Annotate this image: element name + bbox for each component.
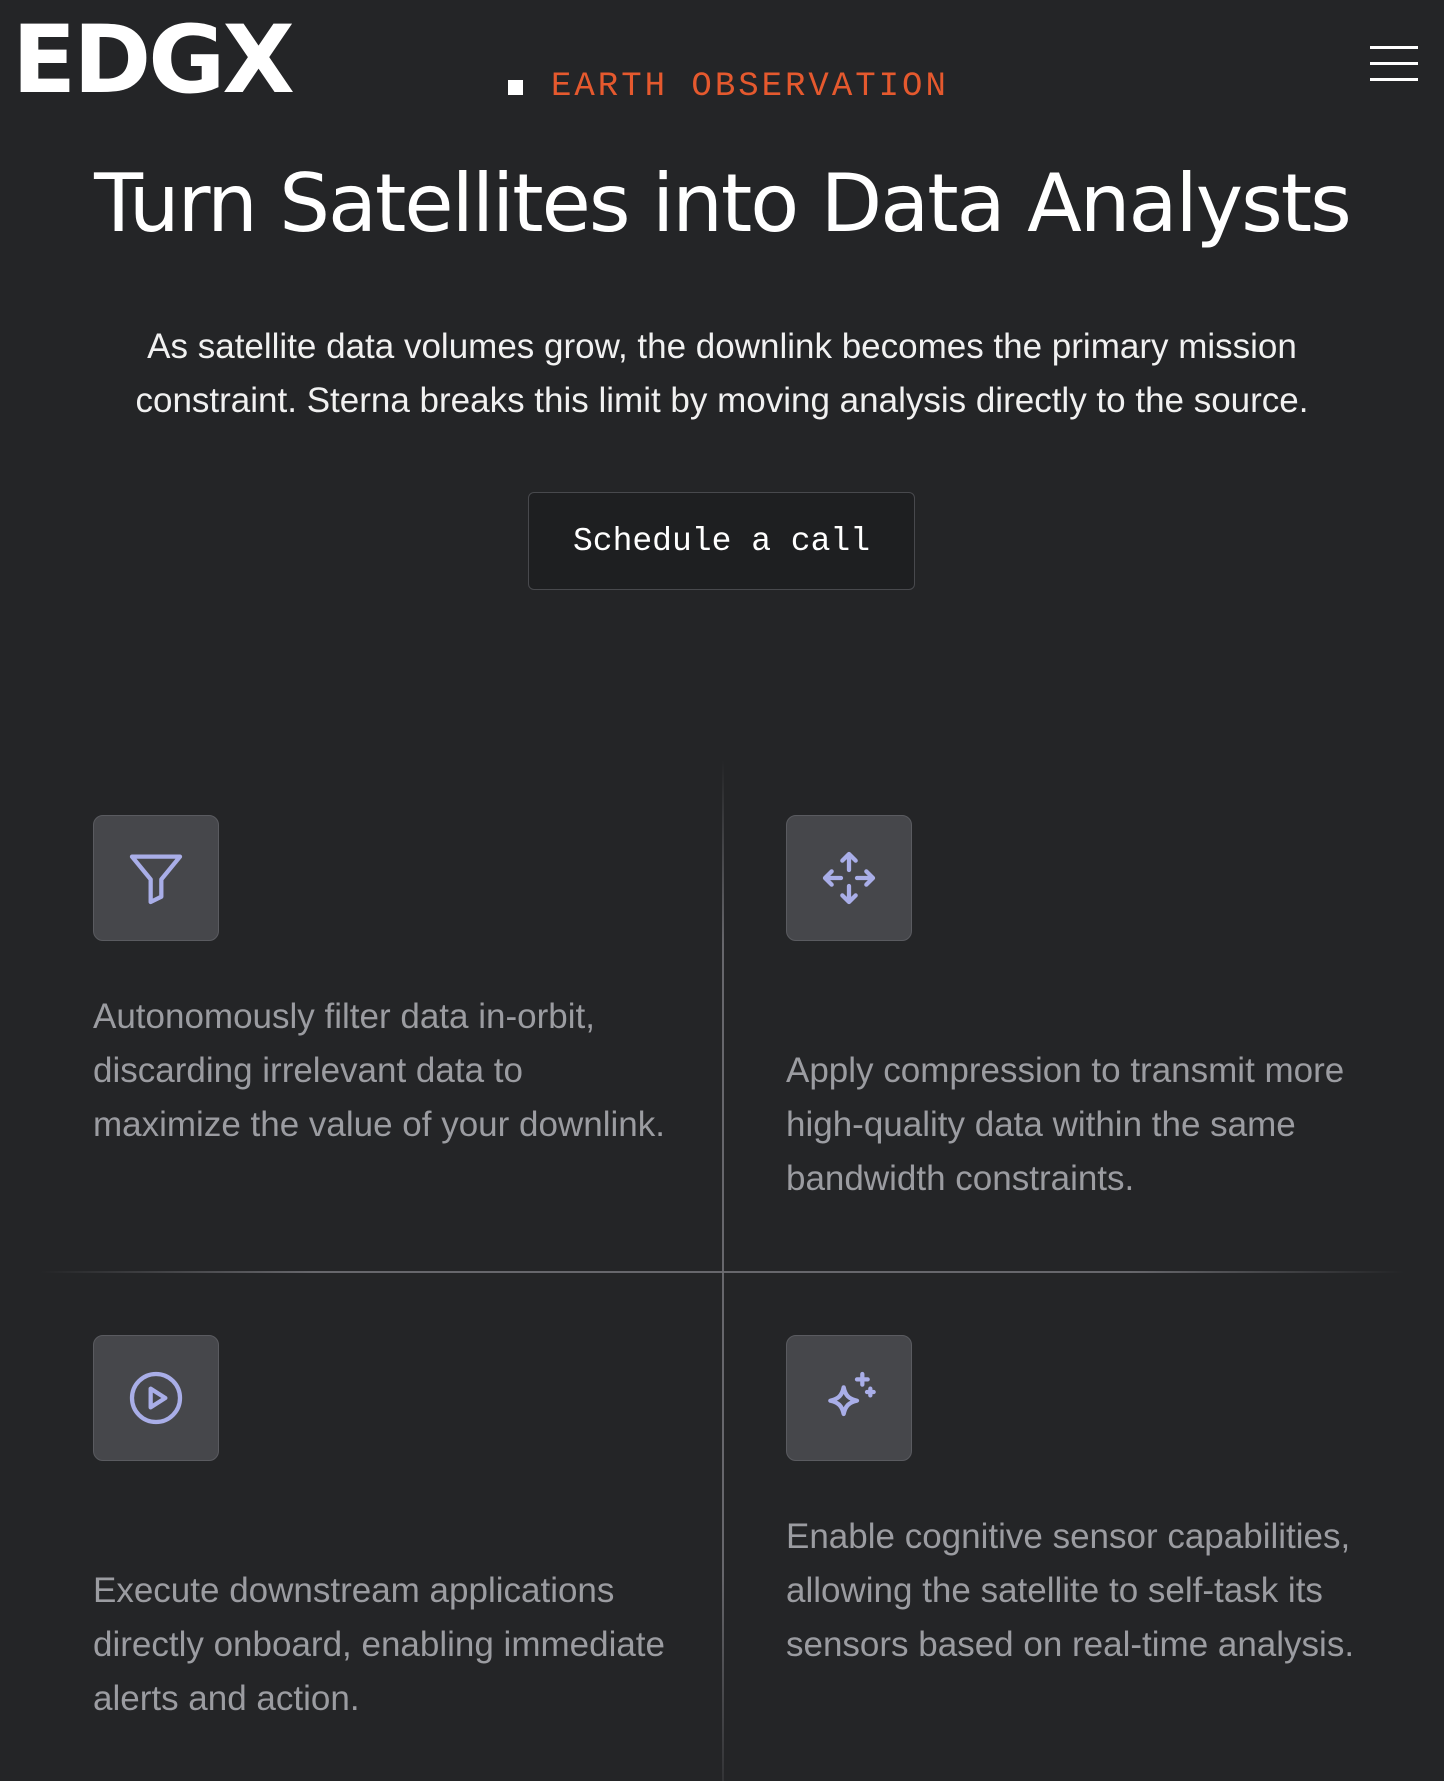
feature-filter-text: Autonomously filter data in-orbit, discarding irrelevant data to maximize the value of your downlink. — [93, 997, 665, 1144]
square-bullet-icon — [508, 80, 523, 95]
section-eyebrow — [508, 70, 949, 104]
sparkles-icon — [786, 1335, 912, 1461]
feature-onboard-apps-text: Execute downstream applications directly onboard, enabling immediate alerts and action. — [93, 1571, 665, 1718]
feature-cognitive-sensor-text: Enable cognitive sensor capabilities, allowing the satellite to self-task its sensors based on real-time analysis. — [786, 1517, 1355, 1664]
schedule-call-button[interactable]: Schedule a call — [528, 492, 915, 590]
grid-divider-horizontal — [40, 1271, 1404, 1273]
feature-compression-text: Apply compression to transmit more high-quality data within the same bandwidth constraints. — [786, 1051, 1345, 1198]
edgx-logo[interactable]: EDGX — [12, 6, 292, 115]
filter-icon — [93, 815, 219, 941]
page-title: Turn Satellites into Data Analysts — [94, 157, 1350, 250]
hero-description: As satellite data volumes grow, the downlink becomes the primary mission constraint. Sterna breaks this limit by moving analysis directly to the source. — [135, 327, 1309, 420]
move-arrows-icon — [786, 815, 912, 941]
hamburger-menu-icon[interactable] — [1370, 44, 1422, 84]
play-circle-icon — [93, 1335, 219, 1461]
eyebrow-label: EARTH OBSERVATION — [551, 68, 949, 106]
